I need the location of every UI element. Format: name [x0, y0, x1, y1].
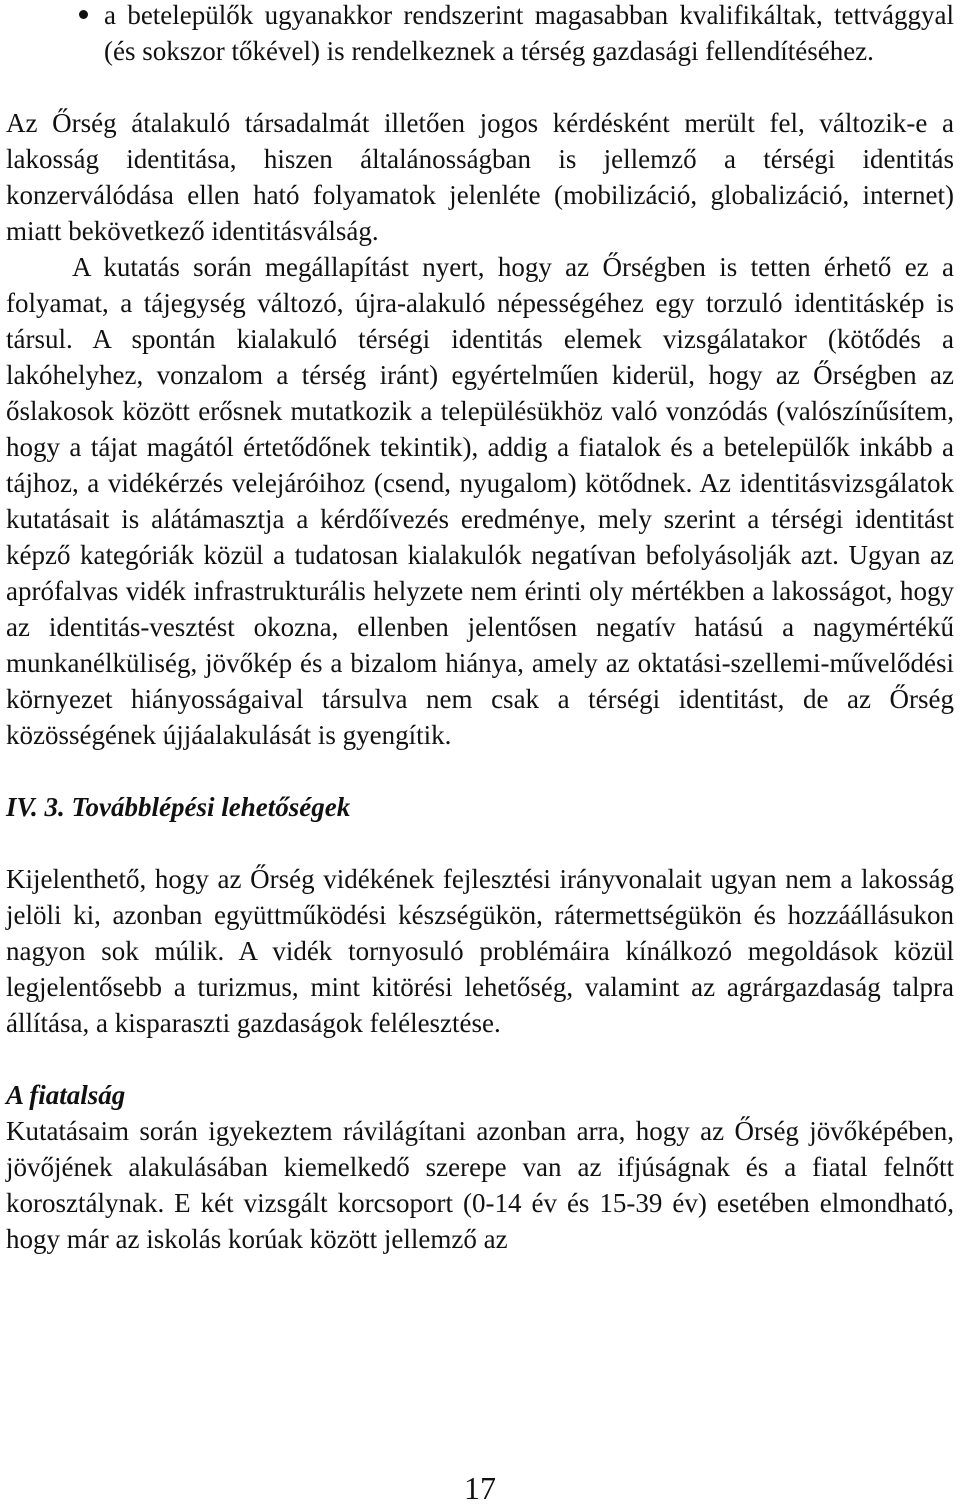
section-heading: IV. 3. Továbblépési lehetőségek [6, 792, 351, 822]
paragraph-research-findings: A kutatás során megállapítást nyert, hogy az Őrségben is tetten érhető ez a folyamat, a tájegység változó, újra-alakuló népességéhez egy torzuló identitáskép is társul. A spontán kialakuló térségi identitás elemek vizsgálatakor (kötődés a lakóhelyhez, vonzalom a térség iránt) egyértelműen kiderül, hogy az Őrségben az őslakosok között erősnek mutatkozik a településükhöz való vonzódás (valószínűsítem, hogy a tájat magától értetődőnek tekintik), addig a fiatalok és a betelepülők inkább a tájhoz, a vidékérzés velejáróihoz (csend, nyugalom) kötődnek. Az identitásvizsgálatok kutatásait is alátámasztja a kérdőívezés eredménye, mely szerint a térségi identitást képző kategóriák közül a tudatosan kialakulók negatívan befolyásolják azt. Ugyan az aprófalvas vidék infrastrukturális helyzete nem érinti oly mértékben a lakosságot, hogy az identitás-vesztést okozna, ellenben jelentősen negatív hatású a nagymértékű munkanélküliség, jövőkép és a bizalom hiánya, amely az oktatási-szellemi-művelődési környezet hiányosságaival társulva nem csak a térségi identitást, de az Őrség közösségének újjáalakulását is gyengítik. [6, 252, 954, 750]
paragraph-identity-question: Az Őrség átalakuló társadalmát illetően jogos kérdésként merült fel, változik-e a lakosság identitása, hiszen általánosságban is jellemző a térségi identitás konzerválódása ellen ható folyamatok jelenléte (mobilizáció, globalizáció, internet) miatt bekövetkező identitásválság. [6, 108, 954, 246]
bullet-text: a betelepülők ugyanakkor rendszerint magasabban kvalifikáltak, tettvággyal (és sokszor tőkével) is rendelkeznek a térség gazdasági fellendítéséhez. [104, 0, 954, 66]
page-number: 17 [464, 1470, 496, 1506]
document-page [6, 0, 954, 1257]
paragraph-youth: Kutatásaim során igyekeztem rávilágítani azonban arra, hogy az Őrség jövőképében, jövőjének alakulásában kiemelkedő szerepe van az ifjúságnak és a fiatal felnőtt korosztálynak. E két vizsgált korcsoport (0-14 év és 15-39 év) esetében elmondható, hogy már az iskolás korúak között jellemző az [6, 1116, 954, 1254]
subsection-heading: A fiatalság [6, 1080, 126, 1110]
bullet-icon [79, 10, 88, 19]
paragraph-development-directions: Kijelenthető, hogy az Őrség vidékének fejlesztési irányvonalait ugyan nem a lakosság jelöli ki, azonban együttműködési készségükön, rátermettségükön és hozzáállásukon nagyon sok múlik. A vidék tornyosuló problémáira kínálkozó megoldások közül legjelentősebb a turizmus, mint kitörési lehetőség, valamint az agrárgazdaság talpra állítása, a kisparaszti gazdaságok felélesztése. [6, 864, 954, 1038]
bullet-list-item [6, 0, 954, 69]
